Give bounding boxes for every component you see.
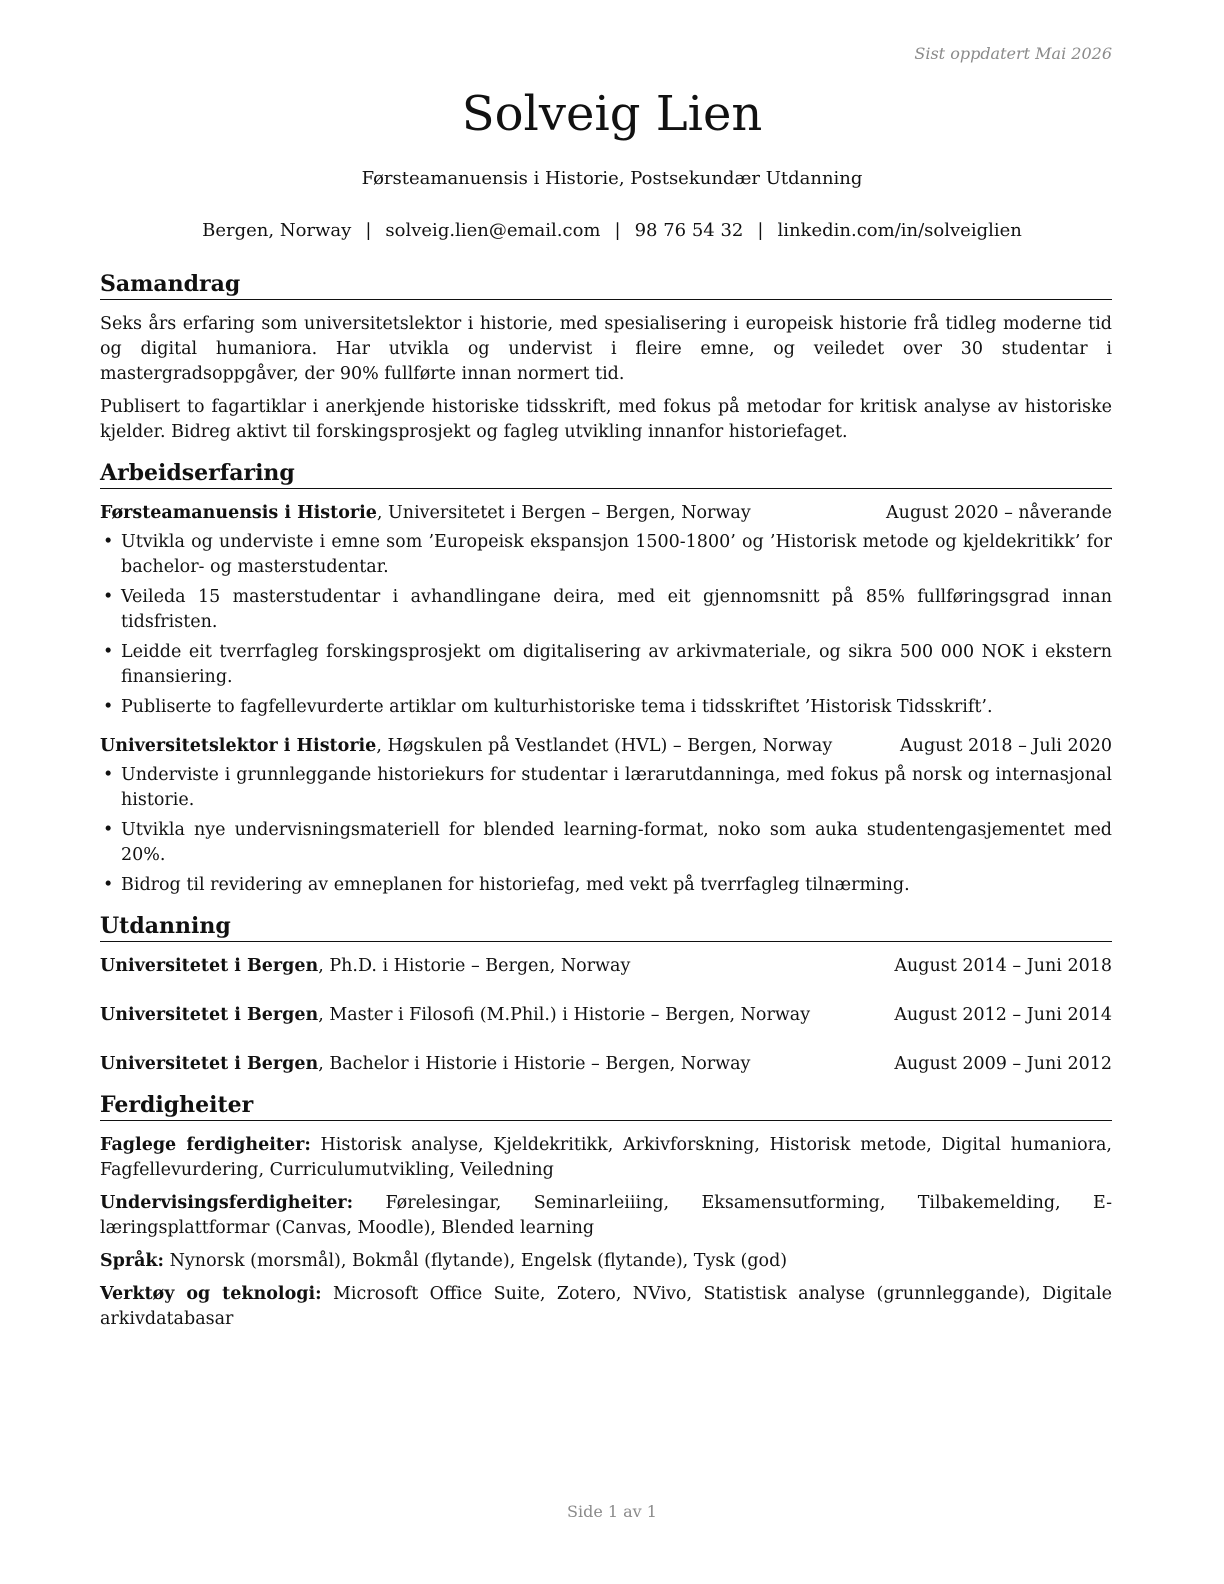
section-heading-experience: Arbeidserfaring xyxy=(100,459,1112,489)
education-section xyxy=(100,912,1112,1077)
job-organization: , Universitetet i Bergen – Bergen, Norway xyxy=(376,503,751,523)
contact-email[interactable]: solveig.lien@email.com xyxy=(385,220,601,241)
education-school: Universitetet i Bergen xyxy=(100,956,319,976)
skill-label: Språk: xyxy=(100,1251,165,1271)
skill-text: Nynorsk (morsmål), Bokmål (flytande), Engelsk (flytande), Tysk (god) xyxy=(164,1251,788,1271)
education-entry xyxy=(100,1052,1112,1077)
separator: | xyxy=(614,220,621,241)
job-header xyxy=(100,501,1112,526)
job-entry xyxy=(100,501,1112,720)
education-degree: , Bachelor i Historie i Historie – Bergen, Norway xyxy=(318,1054,751,1074)
separator: | xyxy=(757,220,764,241)
section-heading-skills: Ferdigheiter xyxy=(100,1091,1112,1121)
skill-label: Undervisingsferdigheiter: xyxy=(100,1193,354,1213)
skill-group xyxy=(100,1133,1112,1183)
summary-paragraph: Publisert to fagartiklar i anerkjende historiske tidsskrift, med fokus på metodar for kritisk analyse av historiske kjelder. Bidreg aktivt til forskingsprosjekt og fagleg utvikling innanfor historiefaget. xyxy=(100,397,1112,442)
job-bullet: • Bidrog til revidering av emneplanen for historiefag, med vekt på tverrfagleg tilnærming. xyxy=(100,873,1112,898)
skill-label: Faglege ferdigheiter: xyxy=(100,1135,311,1155)
education-school: Universitetet i Bergen xyxy=(100,1005,319,1025)
education-entry xyxy=(100,1003,1112,1028)
candidate-name: Solveig Lien xyxy=(461,86,763,142)
separator: | xyxy=(365,220,372,241)
skills-section xyxy=(100,1091,1112,1332)
contact-location: Bergen, Norway xyxy=(202,220,352,241)
education-dates: August 2014 – Juni 2018 xyxy=(894,956,1112,976)
resume-content xyxy=(100,270,1112,1346)
job-bullet: • Underviste i grunnleggande historiekurs for studentar i lærarutdanninga, med fokus på norsk og internasjonal historie. xyxy=(100,763,1112,813)
summary-section xyxy=(100,270,1112,445)
page-number: Side 1 av 1 xyxy=(567,1502,657,1521)
skill-text: Førelesingar, Seminarleiiing, Eksamensutforming, Tilbakemelding, E-læringsplattformar (Canvas, Moodle), Blended learning xyxy=(100,1193,1112,1238)
education-degree: , Master i Filosofi (M.Phil.) i Historie – Bergen, Norway xyxy=(318,1005,811,1025)
contact-phone: 98 76 54 32 xyxy=(634,220,744,241)
education-dates: August 2012 – Juni 2014 xyxy=(894,1005,1112,1025)
job-bullet: • Publiserte to fagfellevurderte artiklar om kulturhistoriske tema i tidsskriftet ’Historisk Tidsskrift’. xyxy=(100,695,1112,720)
summary-paragraph: Seks års erfaring som universitetslektor i historie, med spesialisering i europeisk historie frå tidleg moderne tid og digital humaniora. Har utvikla og undervist i fleire emne, og veiledet over 30 studentar i mastergradsoppgåver, der 90% fullførte innan normert tid. xyxy=(100,314,1112,384)
job-bullet: • Leidde eit tverrfagleg forskingsprosjekt om digitalisering av arkivmateriale, og sikra 500 000 NOK i ekstern finansiering. xyxy=(100,640,1112,690)
job-organization: , Høgskulen på Vestlandet (HVL) – Bergen, Norway xyxy=(376,736,833,756)
job-dates: August 2018 – Juli 2020 xyxy=(900,736,1112,756)
education-entry xyxy=(100,954,1112,979)
section-heading-education: Utdanning xyxy=(100,912,1112,942)
job-bullet: • Veileda 15 masterstudentar i avhandlingane deira, med eit gjennomsnitt på 85% fullføringsgrad innan tidsfristen. xyxy=(100,585,1112,635)
job-bullets xyxy=(100,763,1112,898)
headline: Førsteamanuensis i Historie, Postsekundær Utdanning xyxy=(361,168,863,189)
job-dates: August 2020 – nåverande xyxy=(886,503,1112,523)
job-bullets xyxy=(100,530,1112,720)
job-bullet: • Utvikla og underviste i emne som ’Europeisk ekspansjon 1500-1800’ og ’Historisk metode og kjeldekritikk’ for bachelor- og masterstudentar. xyxy=(100,530,1112,580)
job-title: Førsteamanuensis i Historie xyxy=(100,503,377,523)
skill-group xyxy=(100,1249,1112,1274)
job-title: Universitetslektor i Historie xyxy=(100,736,377,756)
skill-text: Historisk analyse, Kjeldekritikk, Arkivforskning, Historisk metode, Digital humaniora, Fagfellevurdering, Curriculumutvikling, Veiledning xyxy=(100,1135,1112,1180)
job-header xyxy=(100,734,1112,759)
skill-group xyxy=(100,1191,1112,1241)
skill-text: Microsoft Office Suite, Zotero, NVivo, Statistisk analyse (grunnleggande), Digitale arkivdatabasar xyxy=(100,1284,1113,1329)
job-bullet: • Utvikla nye undervisningsmateriell for blended learning-format, noko som auka studentengasjementet med 20%. xyxy=(100,818,1112,868)
experience-section xyxy=(100,459,1112,898)
contact-line xyxy=(0,220,1224,241)
contact-linkedin[interactable]: linkedin.com/in/solveiglien xyxy=(777,220,1022,241)
skill-group xyxy=(100,1282,1112,1332)
job-entry xyxy=(100,734,1112,898)
skill-label: Verktøy og teknologi: xyxy=(100,1284,322,1304)
section-heading-summary: Samandrag xyxy=(100,270,1112,300)
education-degree: , Ph.D. i Historie – Bergen, Norway xyxy=(318,956,631,976)
last-updated: Sist oppdatert Mai 2026 xyxy=(914,44,1112,63)
education-school: Universitetet i Bergen xyxy=(100,1054,319,1074)
education-dates: August 2009 – Juni 2012 xyxy=(894,1054,1112,1074)
